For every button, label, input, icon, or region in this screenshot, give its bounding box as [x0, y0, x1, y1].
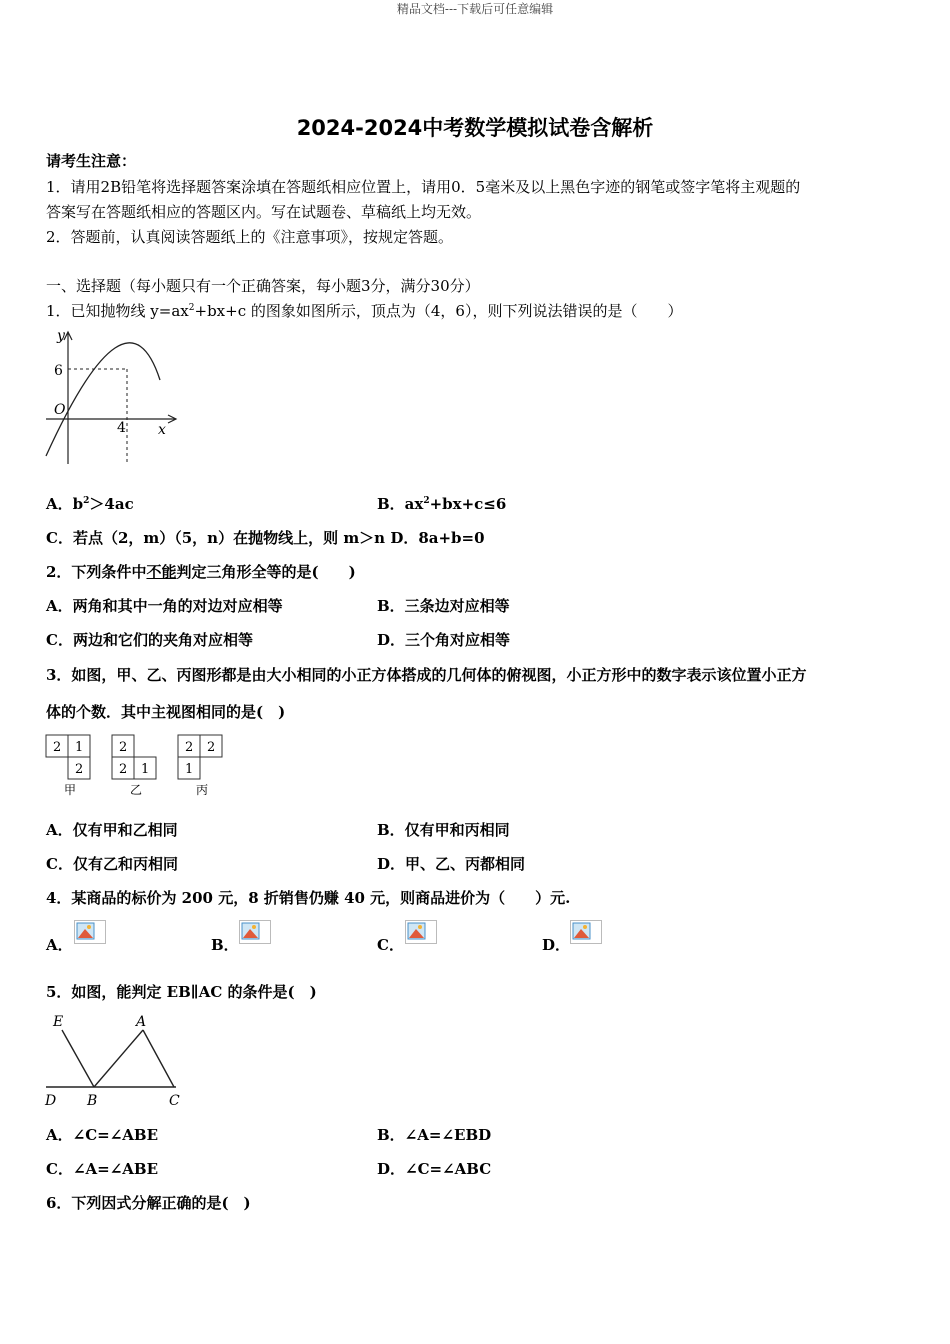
page-header: 精品文档---下载后可任意编辑 — [396, 2, 554, 16]
q5-option-c: C．∠A=∠ABE — [46, 1160, 159, 1178]
q3-option-b: B．仅有甲和丙相同 — [377, 821, 510, 839]
segment-BA — [94, 1030, 143, 1087]
q3-option-a: A．仅有甲和乙相同 — [46, 821, 178, 839]
q2-option-c: C．两边和它们的夹角对应相等 — [46, 631, 253, 649]
origin-label: O — [54, 402, 66, 418]
q2-stem: 2．下列条件中不能判定三角形全等的是( ) — [46, 563, 356, 581]
yi-cell-2: 2 — [119, 762, 128, 777]
q4-option-c-broken-image-icon — [405, 920, 437, 948]
q4-option-c-label: C． — [377, 936, 404, 954]
q1-parabola-figure — [40, 328, 180, 468]
q3-option-d: D．甲、乙、丙都相同 — [377, 855, 526, 873]
q1-option-b: B．$ax^2+bx+c\le 6$ — [377, 495, 507, 513]
page-title: 2024-2024中考数学模拟试卷含解析 — [296, 116, 654, 140]
q4-option-a-broken-image-icon — [74, 920, 106, 948]
q1-option-a: A．$b^2>4ac$ — [46, 495, 134, 513]
q5-option-b: B．∠A=∠EBD — [377, 1126, 492, 1144]
six-label: 6 — [54, 363, 63, 379]
q5-geometry-figure — [40, 1010, 190, 1110]
point-D-label: D — [45, 1093, 57, 1109]
q4-option-b-label: B． — [211, 936, 239, 954]
jia-cell-3: 2 — [75, 762, 84, 777]
x-axis-label: x — [158, 422, 166, 438]
four-label: 4 — [117, 420, 126, 436]
q5-option-d: D．∠C=∠ABC — [377, 1160, 492, 1178]
q3-views-figure — [44, 733, 229, 799]
jia-cell-1: 2 — [53, 740, 62, 755]
q3-option-c: C．仅有乙和丙相同 — [46, 855, 178, 873]
segment-EB — [62, 1030, 94, 1087]
point-B-label: B — [87, 1093, 98, 1109]
q2-option-d: D．三个角对应相等 — [377, 631, 511, 649]
notice-item-2: 2．答题前，认真阅读答题纸上的《注意事项》，按规定答题。 — [46, 228, 454, 246]
q4-option-a-label: A． — [46, 936, 73, 954]
bing-cell-3: 1 — [185, 762, 194, 777]
q5-stem: 5．如图，能判定 EB∥AC 的条件是( ) — [46, 983, 317, 1001]
q4-option-b-broken-image-icon — [239, 920, 271, 948]
jia-label: 甲 — [64, 783, 77, 797]
segment-AC — [143, 1030, 174, 1087]
jia-cell-2: 1 — [75, 740, 84, 755]
point-E-label: E — [53, 1014, 64, 1030]
q2-option-a: A．两角和其中一角的对边对应相等 — [46, 597, 283, 615]
q1-option-c-d: C．若点（2，m）（5，n）在抛物线上，则 m＞n D．8a+b=0 — [46, 529, 485, 547]
q4-option-d-label: D． — [542, 936, 571, 954]
q2-option-b: B．三条边对应相等 — [377, 597, 510, 615]
q3-stem-line-1: 3．如图，甲、乙、丙图形都是由大小相同的小正方体搭成的几何体的俯视图，小正方形中的数字表示该位置小正方 — [46, 666, 807, 684]
point-A-label: A — [136, 1014, 147, 1030]
bing-cell-1: 2 — [185, 740, 194, 755]
notice-item-1-line-1: 1．请用2B铅笔将选择题答案涂填在答题纸相应位置上，请用0．5毫米及以上黑色字迹的钢笔或签字笔将主观题的 — [46, 178, 801, 196]
q4-stem: 4．某商品的标价为 200 元，8 折销售仍赚 40 元，则商品进价为（ ）元. — [46, 889, 571, 907]
bing-label: 丙 — [196, 783, 209, 797]
q4-option-d-broken-image-icon — [570, 920, 602, 948]
q3-stem-line-2: 体的个数．其中主视图相同的是( ) — [46, 703, 286, 721]
section-heading: 一、选择题（每小题只有一个正确答案，每小题3分，满分30分） — [46, 277, 480, 295]
q6-stem: 6．下列因式分解正确的是( ) — [46, 1194, 251, 1212]
notice-item-1-line-2: 答案写在答题纸相应的答题区内。写在试题卷、草稿纸上均无效。 — [46, 203, 482, 221]
yi-cell-3: 1 — [141, 762, 150, 777]
yi-label: 乙 — [130, 783, 143, 797]
parabola-curve — [46, 343, 160, 456]
q5-option-a: A．∠C=∠ABE — [46, 1126, 159, 1144]
bing-cell-2: 2 — [207, 740, 216, 755]
q1-stem: 1．已知抛物线 $y=ax^2+bx+c$ 的图象如图所示，顶点为（4，6），则下列说法错误的是（ ） — [46, 302, 683, 320]
notice-heading: 请考生注意： — [46, 152, 137, 170]
point-C-label: C — [169, 1093, 180, 1109]
yi-cell-1: 2 — [119, 740, 128, 755]
y-axis-label: y — [57, 328, 65, 344]
